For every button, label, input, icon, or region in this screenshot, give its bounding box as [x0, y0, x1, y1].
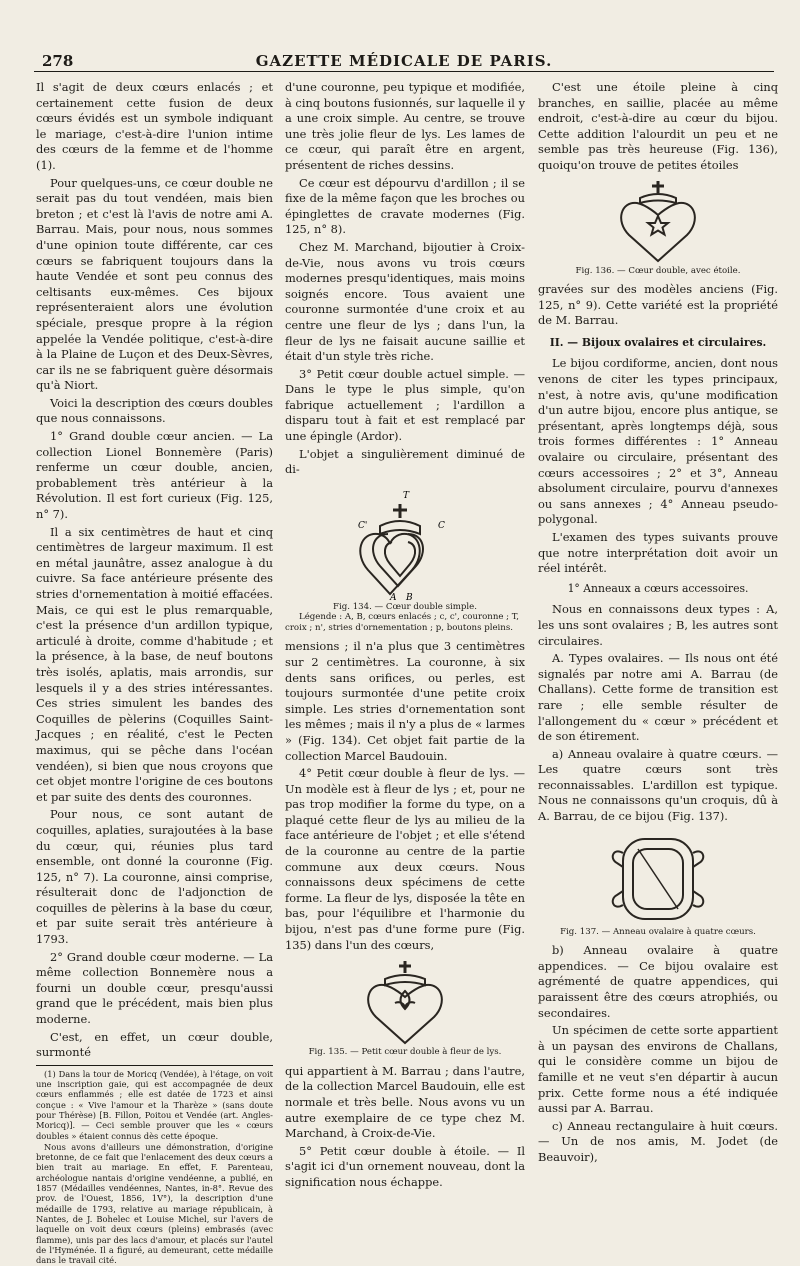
figure-136	[538, 178, 778, 277]
footnote: (1) Dans la tour de Moricq (Vendée), à l'étage, on voit une inscription gaie, qui est accompagnée de deux cœurs enflammés ; elle est datée de 1723 et ainsi conçue : « Vive l'amour et la Tharèze » (sans doute pour Thérèse) [B. Fillon, Poitou et Vendée (art. Angles-Moricq)]. — Ceci semble prouver que les « cœurs doubles » étaient connus dès cette époque.	[36, 1068, 273, 1141]
double-heart-star-illustration	[603, 178, 713, 266]
figure-caption: Fig. 137. — Anneau ovalaire à quatre cœurs.	[560, 926, 756, 937]
double-heart-crown-illustration	[340, 482, 470, 602]
figure-caption: Fig. 134. — Cœur double simple.	[333, 601, 477, 612]
figure-137	[538, 829, 778, 938]
paragraph: Pour quelques-uns, ce cœur double ne serait pas du tout vendéen, mais bien breton ; et c'est là l'avis de notre ami A. Barrau. Mais, pour nous, nous sommes d'une opinion toute différente, car ces cœurs se fabriquent toujours dans la haute Vendée et sont peu connus des celtisants eux-mêmes. Ces bijoux représenteraient alors une évolution spéciale, presque propre à la région appelée la Vendée politique, c'est-à-dire à la Plaine de Luçon et des Deux-Sèvres, car ils ne se fabriquent guère désormais qu'à Niort.	[36, 175, 273, 393]
paragraph: 5° Petit cœur double à étoile. — Il s'agit ici d'un ornement nouveau, dont la signification nous échappe.	[285, 1143, 525, 1189]
section-heading: II. — Bijoux ovalaires et circulaires.	[549, 335, 767, 349]
paragraph: Il a six centimètres de haut et cinq centimètres de largeur maximum. Il est en métal jaunâtre, assez analogue à du cuivre. Sa face antérieure présente des stries d'ornementation à moitié effacées. Mais, ce qui est le plus remarquable, c'est la présence d'un ardillon typique, articulé à droite, comme d'habitude ; et la présence, à la base, de neuf boutons très isolés, aplatis, mais arrondis, sur lesquels il y a des stries intéressantes. Ces stries simulent les bandes des Coquilles de pèlerins (Coquilles Saint-Jacques ; en réalité, c'est le Pecten maximus, qui se pêche dans l'océan vendéen), si bien que nous croyons que cet objet montre l'origine de ces boutons et par suite des dents des couronnes.	[36, 524, 274, 804]
figure-135	[285, 957, 525, 1058]
double-heart-fleur-de-lys-illustration	[350, 957, 460, 1047]
figure-caption: Fig. 136. — Cœur double, avec étoile.	[575, 265, 741, 276]
label-t: T	[403, 490, 410, 501]
paragraph: Voici la description des cœurs doubles que nous connaissons.	[36, 395, 273, 426]
oval-ring-four-hearts-illustration	[593, 829, 723, 927]
paragraph: gravées sur des modèles anciens (Fig. 125, n° 9). Cette variété est la propriété de M. Barrau.	[538, 282, 778, 328]
label-b: B	[406, 592, 413, 602]
subsection-heading: 1° Anneaux a cœurs accessoires.	[567, 581, 749, 595]
paragraph: Le bijou cordiforme, ancien, dont nous venons de citer les types principaux, n'est, à notre avis, qu'une modification d'un autre bijou, encore plus antique, se présentant, après longtemps déjà, sous trois formes différentes : 1° Anneau ovalaire ou circulaire, présentant des cœurs accessoires ; 2° et 3°, Anneau absolument circulaire, pourvu d'annexes ou sans annexes ; 4° Anneau pseudo-polygonal.	[538, 356, 778, 527]
footnote: Nous avons d'ailleurs une démonstration, d'origine bretonne, de ce fait que l'enlacement des deux cœurs a bien trait au mariage. En effet, F. Parenteau, archéologue nantais d'origine vendéenne, a publié, en 1857 (Médailles vendéennes, Nantes, in-8°. Revue des prov. de l'Ouest, 1856, 1V°), la description d'une médaille de 1793, relative au mariage républicain, à Nantes, de J. Bohelec et Louise Michel, sur l'avers de laquelle on voit deux cœurs (pleins) embrasés (avec flamme), unis par des lacs d'amour, et placés sur l'autel de l'Hyménée. Il a figuré, au demeurant, cette médaille dans le travail cité.	[36, 1141, 273, 1266]
label-c: C	[438, 520, 445, 531]
paragraph: b) Anneau ovalaire à quatre appendices. — Ce bijou ovalaire est agrémenté de quatre appendices, qui paraissent être des cœurs atrophiés, ou secondaires.	[538, 943, 778, 1020]
footnotes	[36, 1065, 273, 1266]
page-header	[34, 52, 774, 72]
paragraph: Chez M. Marchand, bijoutier à Croix-de-Vie, nous avons vu trois cœurs modernes presqu'identiques, mais moins soignés encore. Tous avaient une couronne surmontée d'une croix et au centre une fleur de lys ; dans l'un, la fleur de lys ne faisait aucune saillie et était d'un style très riche.	[285, 239, 525, 364]
paragraph: Pour nous, ce sont autant de coquilles, aplaties, surajoutées à la base du cœur, qui, réunies plus tard ensemble, ont donné la couronne (Fig. 125, n° 7). La couronne, ainsi comprise, résulterait donc de l'adjonction de coquilles de pèlerins à la base du cœur, et par suite serait très antérieure à 1793.	[36, 807, 273, 947]
figure-legend: Légende : A, B, cœurs enlacés ; c, c', couronne ; T, croix ; n', stries d'ornementation ; p, boutons pleins.	[285, 612, 519, 633]
figure-134	[285, 482, 525, 634]
paragraph: Ce cœur est dépourvu d'ardillon ; il se fixe de la même façon que les broches ou épinglettes de cravate modernes (Fig. 125, n° 8).	[285, 175, 525, 237]
paragraph: 4° Petit cœur double à fleur de lys. — Un modèle est à fleur de lys ; et, pour ne pas trop modifier la forme du type, on a plaqué cette fleur de lys au milieu de la face antérieure de l'objet ; et elle s'étend de la couronne au centre de la partie commune aux deux cœurs. Nous connaissons deux spécimens de cette forme. La fleur de lys, disposée la tête en bas, pour l'équilibre et l'harmonie du bijou, n'est pas d'une forme pure (Fig. 135) dans l'un des cœurs,	[285, 766, 525, 952]
paragraph: qui appartient à M. Barrau ; dans l'autre, de la collection Marcel Baudouin, elle est normale et très belle. Nous avons vu un autre exemplaire de ce type chez M. Marchand, à Croix-de-Vie.	[285, 1063, 525, 1141]
journal-title: GAZETTE MÉDICALE DE PARIS.	[255, 52, 553, 70]
paragraph: c) Anneau rectangulaire à huit cœurs. — Un de nos amis, M. Jodet (de Beauvoir),	[538, 1118, 778, 1164]
figure-caption: Fig. 135. — Petit cœur double à fleur de lys.	[308, 1047, 502, 1058]
paragraph: Nous en connaissons deux types : A, les uns sont ovalaires ; B, les autres sont circulaires.	[538, 602, 778, 648]
paragraph: 3° Petit cœur double actuel simple. — Dans le type le plus simple, qu'on fabrique actuellement ; l'ardillon a disparu tout à fait et est remplacé par une épingle (Ardor).	[285, 366, 525, 444]
paragraph: a) Anneau ovalaire à quatre cœurs. — Les quatre cœurs sont très reconnaissables. L'ardillon est typique. Nous ne connaissons qu'un croquis, dû à A. Barrau, de ce bijou (Fig. 137).	[538, 746, 778, 824]
paragraph: 1° Grand double cœur ancien. — La collection Lionel Bonnemère (Paris) renferme un cœur double, ancien, probablement très antérieur à la Révolution. Il est fort curieux (Fig. 125, n° 7).	[36, 429, 273, 522]
header-rule	[34, 71, 774, 72]
paragraph: d'une couronne, peu typique et modifiée, à cinq boutons fusionnés, sur laquelle il y a une croix simple. Au centre, se trouve une très jolie fleur de lys. Les lames de ce cœur, qui paraît être en argent, présentent de riches dessins.	[285, 80, 525, 172]
paragraph: L'objet a singulièrement diminué de di-	[285, 446, 525, 477]
paragraph: L'examen des types suivants prouve que notre interprétation doit avoir un réel intérêt.	[538, 529, 778, 576]
paragraph: A. Types ovalaires. — Ils nous ont été signalés par notre ami A. Barrau (de Challans). Cette forme de transition est rare ; elle semble résulter de l'allongement du « cœur » précédent et de son étirement.	[538, 651, 778, 744]
paragraph: Il s'agit de deux cœurs enlacés ; et certainement cette fusion de deux cœurs évidés est un symbole indiquant le mariage, c'est-à-dire l'union intime des cœurs de la femme et de l'homme (1).	[36, 80, 273, 172]
column-2	[285, 80, 525, 1192]
paragraph: 2° Grand double cœur moderne. — La même collection Bonnemère nous a fourni un double cœur, presqu'aussi grand que le précédent, mais bien plus moderne.	[36, 949, 273, 1027]
label-c-prime: C'	[358, 520, 368, 531]
label-a: A	[390, 592, 397, 602]
column-3	[538, 80, 778, 1167]
column-1	[36, 80, 273, 1266]
page-number: 278	[42, 52, 74, 70]
paragraph: mensions ; il n'a plus que 3 centimètres sur 2 centimètres. La couronne, à six dents sans orifices, ou perles, est toujours surmontée d'une petite croix simple. Les stries d'ornementation sont les mêmes ; mais il n'y a plus de « larmes » (Fig. 134). Cet objet fait partie de la collection Marcel Baudouin.	[285, 639, 525, 763]
paragraph: C'est, en effet, un cœur double, surmonté	[36, 1029, 273, 1060]
paragraph: Un spécimen de cette sorte appartient à un paysan des environs de Challans, qui le considère comme un bijou de famille et ne veut s'en départir à aucun prix. Cette forme nous a été indiquée aussi par A. Barrau.	[538, 1023, 778, 1116]
paragraph: C'est une étoile pleine à cinq branches, en saillie, placée au même endroit, c'est-à-dire au cœur du bijou. Cette addition l'alourdit un peu et ne semble pas très heureuse (Fig. 136), quoiqu'on trouve de petites étoiles	[538, 80, 778, 172]
